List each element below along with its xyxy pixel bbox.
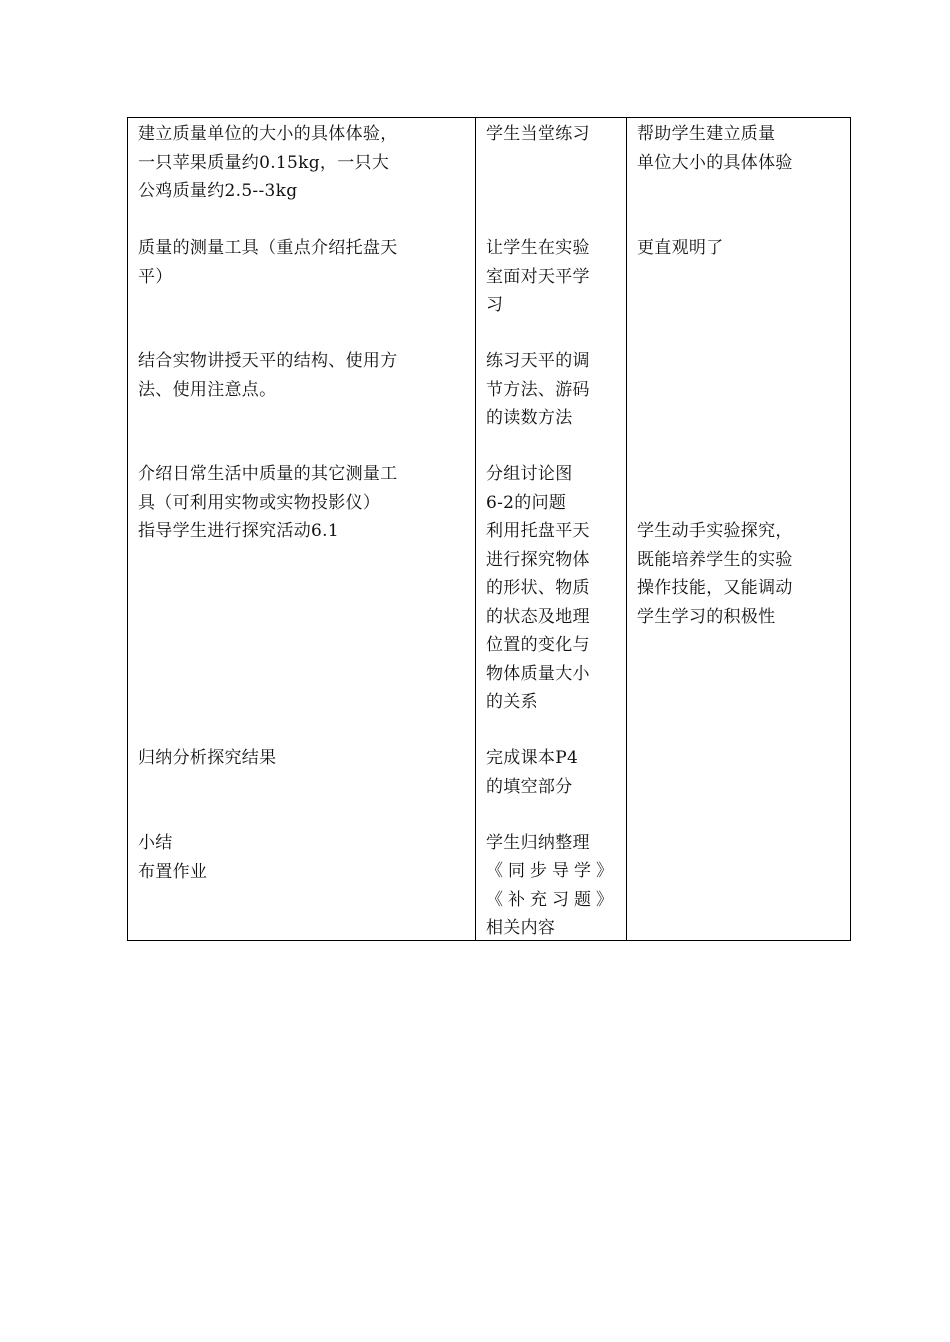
col2-text-1: 学生当堂练习 <box>486 124 590 144</box>
col3-text-1: 帮助学生建立质量 单位大小的具体体验 <box>637 124 793 173</box>
col2-text-2: 让学生在实验 室面对天平学 习 <box>486 238 590 315</box>
col1-text-2: 质量的测量工具（重点介绍托盘天 平） <box>138 238 398 287</box>
col2-text-4: 分组讨论图 6-2的问题 利用托盘平天 进行探究物体 的形状、物质 的状态及地理 位置的变化与 物体质量大小 的关系 <box>486 464 590 712</box>
student-activity-column <box>475 118 627 940</box>
col3-text-2: 更直观明了 <box>637 238 724 258</box>
col2-text-5: 完成课本P4 的填空部分 <box>486 748 579 797</box>
col1-text-6: 小结 布置作业 <box>138 833 208 882</box>
design-intent-column <box>626 118 850 940</box>
col1-text-3: 结合实物讲授天平的结构、使用方 法、使用注意点。 <box>138 351 398 400</box>
col1-text-1: 建立质量单位的大小的具体体验， 一只苹果质量约0.15kg，一只大 公鸡质量约2.5--3kg <box>138 124 398 201</box>
teacher-activity-column <box>128 118 475 940</box>
col2-text-8: 《补充习题》 <box>486 890 618 910</box>
lesson-plan-table <box>127 117 851 941</box>
col2-text-3: 练习天平的调 节方法、游码 的读数方法 <box>486 351 590 428</box>
col2-text-9: 相关内容 <box>486 918 556 938</box>
col2-text-7: 《同步导学》 <box>486 861 618 881</box>
col1-text-4: 介绍日常生活中质量的其它测量工 具（可利用实物或实物投影仪） 指导学生进行探究活动6.1 <box>138 464 398 541</box>
col1-text-5: 归纳分析探究结果 <box>138 748 277 768</box>
col2-text-6: 学生归纳整理 <box>486 833 590 853</box>
col3-text-3: 学生动手实验探究， 既能培养学生的实验 操作技能，又能调动 学生学习的积极性 <box>637 521 793 627</box>
